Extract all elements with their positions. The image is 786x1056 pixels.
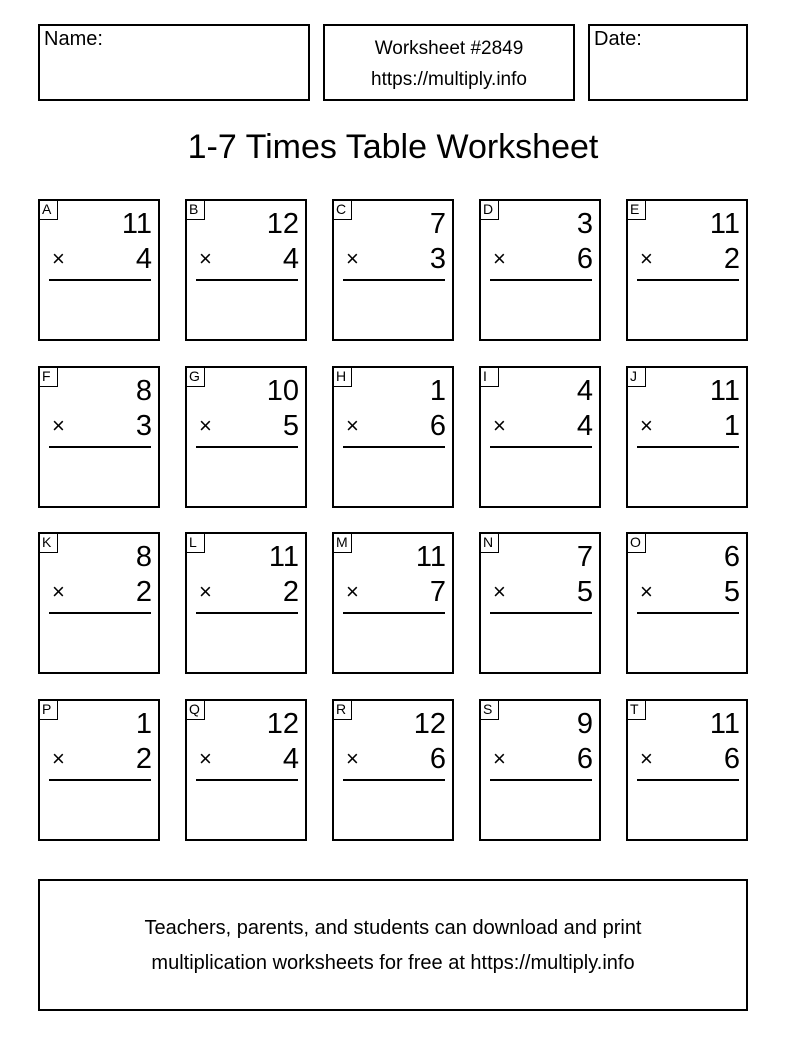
problem-card[interactable] [38,699,160,841]
problem-card[interactable] [38,199,160,341]
answer-line [637,279,739,281]
problem-bottom-number: 6 [429,743,446,775]
problem-bottom-number: 2 [135,576,152,608]
times-sign: × [493,579,506,604]
answer-line [49,446,151,448]
answer-line [490,612,592,614]
problem-bottom-number: 5 [282,410,299,442]
problem-bottom-number: 5 [723,576,740,608]
answer-line [343,279,445,281]
times-sign: × [346,746,359,771]
problem-top-number: 1 [135,708,152,740]
name-label: Name: [44,28,103,50]
answer-line [637,779,739,781]
times-sign: × [346,246,359,271]
problem-bottom-number: 4 [282,243,299,275]
answer-line [343,446,445,448]
problem-bottom-number: 5 [576,576,593,608]
answer-line [343,612,445,614]
footer-line-2: multiplication worksheets for free at https://multiply.info [151,952,635,974]
problem-letter: F [38,366,58,387]
date-label: Date: [594,28,642,50]
problem-letter: L [185,532,205,553]
answer-line [196,779,298,781]
problem-top-number: 9 [576,708,593,740]
times-sign: × [346,579,359,604]
problem-top-number: 12 [266,208,299,240]
answer-line [49,612,151,614]
problem-top-number: 12 [413,708,446,740]
answer-line [490,279,592,281]
times-sign: × [640,746,653,771]
problem-card[interactable] [185,532,307,674]
problem-card[interactable] [626,699,748,841]
problem-top-number: 11 [709,375,740,407]
problem-card[interactable] [185,699,307,841]
worksheet-info-box [323,24,575,101]
problem-card[interactable] [38,366,160,508]
problem-card[interactable] [479,699,601,841]
times-sign: × [52,746,65,771]
problem-top-number: 11 [268,541,299,573]
footer-note [38,879,748,1011]
problem-card[interactable] [332,699,454,841]
problem-letter: T [626,699,646,720]
answer-line [49,779,151,781]
problem-card[interactable] [626,199,748,341]
problem-card[interactable] [185,199,307,341]
site-url: https://multiply.info [371,69,527,90]
problem-top-number: 11 [709,208,740,240]
date-field[interactable] [588,24,748,101]
page-title: 1-7 Times Table Worksheet [187,128,599,166]
problem-top-number: 11 [415,541,446,573]
problem-letter: I [479,366,499,387]
times-sign: × [346,413,359,438]
answer-line [343,779,445,781]
problem-bottom-number: 2 [282,576,299,608]
footer-line-1: Teachers, parents, and students can download and print [144,917,642,939]
problem-top-number: 6 [723,541,740,573]
problem-top-number: 3 [576,208,593,240]
problem-top-number: 11 [121,208,152,240]
answer-line [490,446,592,448]
problem-bottom-number: 3 [135,410,152,442]
times-sign: × [52,413,65,438]
problem-letter: S [479,699,499,720]
problem-card[interactable] [332,366,454,508]
problem-letter: O [626,532,646,553]
problem-letter: P [38,699,58,720]
times-sign: × [640,413,653,438]
answer-line [196,279,298,281]
problem-card[interactable] [332,532,454,674]
problem-top-number: 8 [135,541,152,573]
problem-bottom-number: 3 [429,243,446,275]
problem-card[interactable] [332,199,454,341]
problem-bottom-number: 6 [576,743,593,775]
problem-bottom-number: 6 [429,410,446,442]
worksheet-number: Worksheet #2849 [374,38,524,59]
times-sign: × [52,246,65,271]
problem-card[interactable] [479,199,601,341]
problem-top-number: 8 [135,375,152,407]
answer-line [637,612,739,614]
problem-card[interactable] [185,366,307,508]
problem-top-number: 10 [266,375,299,407]
problem-top-number: 12 [266,708,299,740]
problem-letter: R [332,699,352,720]
problem-letter: D [479,199,499,220]
problem-letter: J [626,366,646,387]
problem-bottom-number: 4 [576,410,593,442]
problem-letter: A [38,199,58,220]
answer-line [490,779,592,781]
times-sign: × [199,579,212,604]
problem-letter: E [626,199,646,220]
problem-card[interactable] [479,366,601,508]
times-sign: × [640,579,653,604]
times-sign: × [493,246,506,271]
times-sign: × [640,246,653,271]
times-sign: × [52,579,65,604]
problem-letter: Q [185,699,205,720]
problem-card[interactable] [626,532,748,674]
answer-line [196,612,298,614]
problem-top-number: 1 [429,375,446,407]
problem-letter: B [185,199,205,220]
problem-top-number: 4 [576,375,593,407]
answer-line [637,446,739,448]
problem-top-number: 7 [576,541,593,573]
problem-bottom-number: 7 [429,576,446,608]
problem-card[interactable] [38,532,160,674]
problem-letter: C [332,199,352,220]
problem-bottom-number: 4 [282,743,299,775]
problem-letter: N [479,532,499,553]
problem-bottom-number: 6 [576,243,593,275]
problem-card[interactable] [626,366,748,508]
times-sign: × [199,746,212,771]
times-sign: × [493,746,506,771]
answer-line [196,446,298,448]
problem-card[interactable] [479,532,601,674]
problem-top-number: 11 [709,708,740,740]
answer-line [49,279,151,281]
problem-letter: H [332,366,352,387]
times-sign: × [199,413,212,438]
problem-bottom-number: 4 [135,243,152,275]
problem-letter: K [38,532,58,553]
problem-bottom-number: 2 [135,743,152,775]
problem-bottom-number: 6 [723,743,740,775]
times-sign: × [199,246,212,271]
name-field[interactable] [38,24,310,101]
problem-top-number: 7 [429,208,446,240]
problem-bottom-number: 1 [723,410,740,442]
times-sign: × [493,413,506,438]
problem-bottom-number: 2 [723,243,740,275]
problem-letter: G [185,366,205,387]
problem-letter: M [332,532,352,553]
